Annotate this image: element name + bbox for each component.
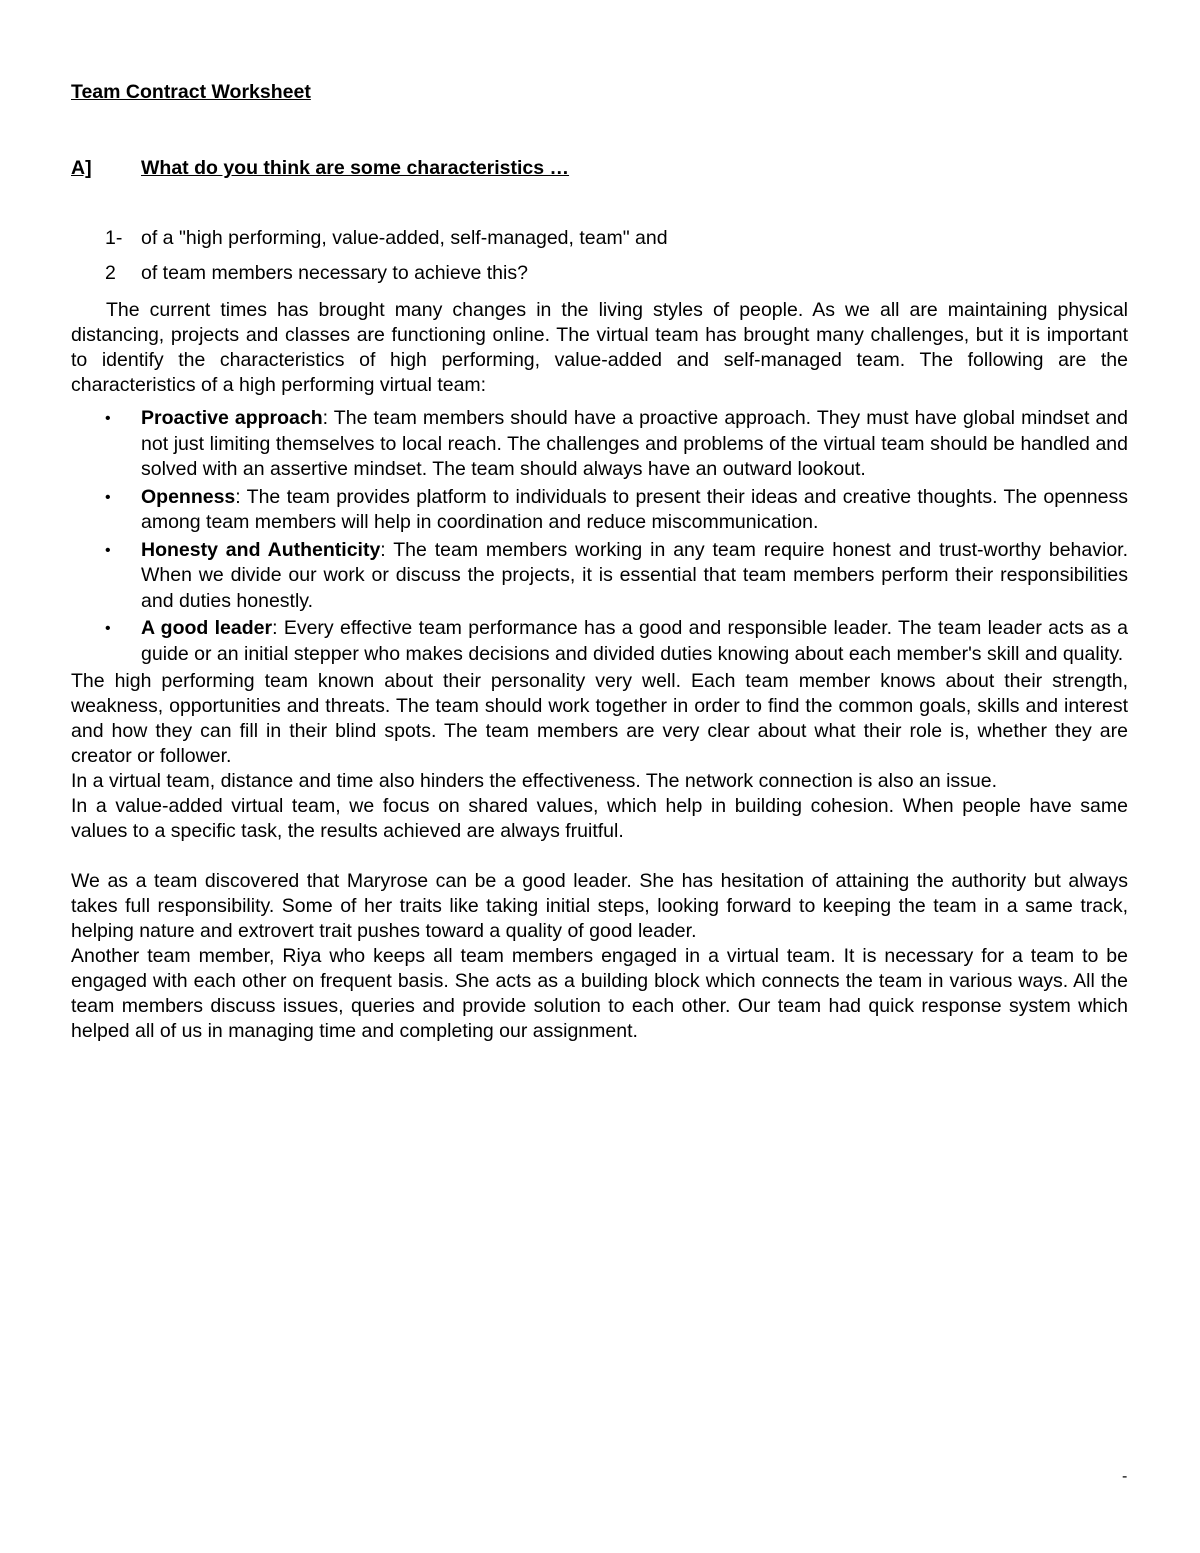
section-heading-text: What do you think are some characteristics … <box>141 157 570 179</box>
bullet-term: A good leader <box>141 617 273 639</box>
bullet-term: Openness <box>141 485 236 508</box>
bullet-item <box>71 406 1128 483</box>
bullet-text: : The team members working in any team require honest and trust-worthy behavior. When we divide our work or discuss the projects, it is essential that team members perform their responsibilities and duties honestly. <box>141 538 1128 612</box>
bullet-icon: • <box>105 488 111 506</box>
bullet-item <box>71 616 1128 667</box>
bullet-text: : The team provides platform to individuals to present their ideas and creative thoughts. The openness among team members will help in coordination and reduce miscommunication. <box>141 485 1128 533</box>
document-page <box>71 78 1128 1044</box>
bullet-item <box>71 485 1128 536</box>
bullet-list <box>71 406 1128 667</box>
closing-paragraph: Another team member, Riya who keeps all team members engaged in a virtual team. It is necessary for a team to be engaged with each other on frequent basis. She acts as a building block which connects the team in various ways. All the team members discuss issues, queries and provide solution to each other. Our team had quick response system which helped all of us in managing time and completing our assignment. <box>71 945 1128 1042</box>
bullet-icon: • <box>105 620 111 637</box>
body-paragraph: In a value-added virtual team, we focus on shared values, which help in building cohesion. When people have same values to a specific task, the results achieved are always fruitful. <box>71 795 1128 842</box>
section-heading <box>71 154 1128 182</box>
list-item <box>71 226 1128 251</box>
bullet-item <box>71 538 1128 615</box>
section-letter: A] <box>71 157 92 179</box>
list-item-number: 1- <box>105 227 123 249</box>
bullet-text: : The team members should have a proactive approach. They must have global mindset and not just limiting themselves to local reach. The challenges and problems of the virtual team should be handled and solved with an assertive mindset. The team should always have an outward lookout. <box>141 407 1128 480</box>
bullet-term: Proactive approach <box>141 407 323 429</box>
list-item <box>71 261 1128 286</box>
body-paragraph: In a virtual team, distance and time also hinders the effectiveness. The network connection is also an issue. <box>71 770 998 792</box>
list-item-text: of team members necessary to achieve this? <box>141 262 528 284</box>
list-item-text: of a "high performing, value-added, self-managed, team" and <box>141 227 668 249</box>
list-item-number: 2 <box>105 262 116 284</box>
bullet-icon: • <box>105 541 111 559</box>
paragraph-spacer <box>71 844 1128 869</box>
intro-paragraph: The current times has brought many changes in the living styles of people. As we all are maintaining physical distancing, projects and classes are functioning online. The virtual team has brought many challenges, but it is important to identify the characteristics of high performing, value-added and self-managed team. The following are the characteristics of a high performing virtual team: <box>71 299 1128 396</box>
page-footer-mark: - <box>1122 1468 1128 1485</box>
bullet-term: Honesty and Authenticity <box>141 538 381 561</box>
closing-paragraph: We as a team discovered that Maryrose can be a good leader. She has hesitation of attaining the authority but always takes full responsibility. Some of her traits like taking initial steps, looking forward to keeping the team in a same track, helping nature and extrovert trait pushes toward a quality of good leader. <box>71 870 1128 942</box>
bullet-icon: • <box>105 410 111 427</box>
bullet-text: : Every effective team performance has a good and responsible leader. The team leader acts as a guide or an initial stepper who makes decisions and divided duties knowing about each member's skill and quality. <box>141 617 1128 665</box>
numbered-list <box>71 226 1128 286</box>
body-paragraph: The high performing team known about their personality very well. Each team member knows about their strength, weakness, opportunities and threats. The team should work together in order to find the common goals, skills and interest and how they can fill in their blind spots. The team members are very clear about what their role is, whether they are creator or follower. <box>71 670 1128 767</box>
page-title: Team Contract Worksheet <box>71 81 311 103</box>
